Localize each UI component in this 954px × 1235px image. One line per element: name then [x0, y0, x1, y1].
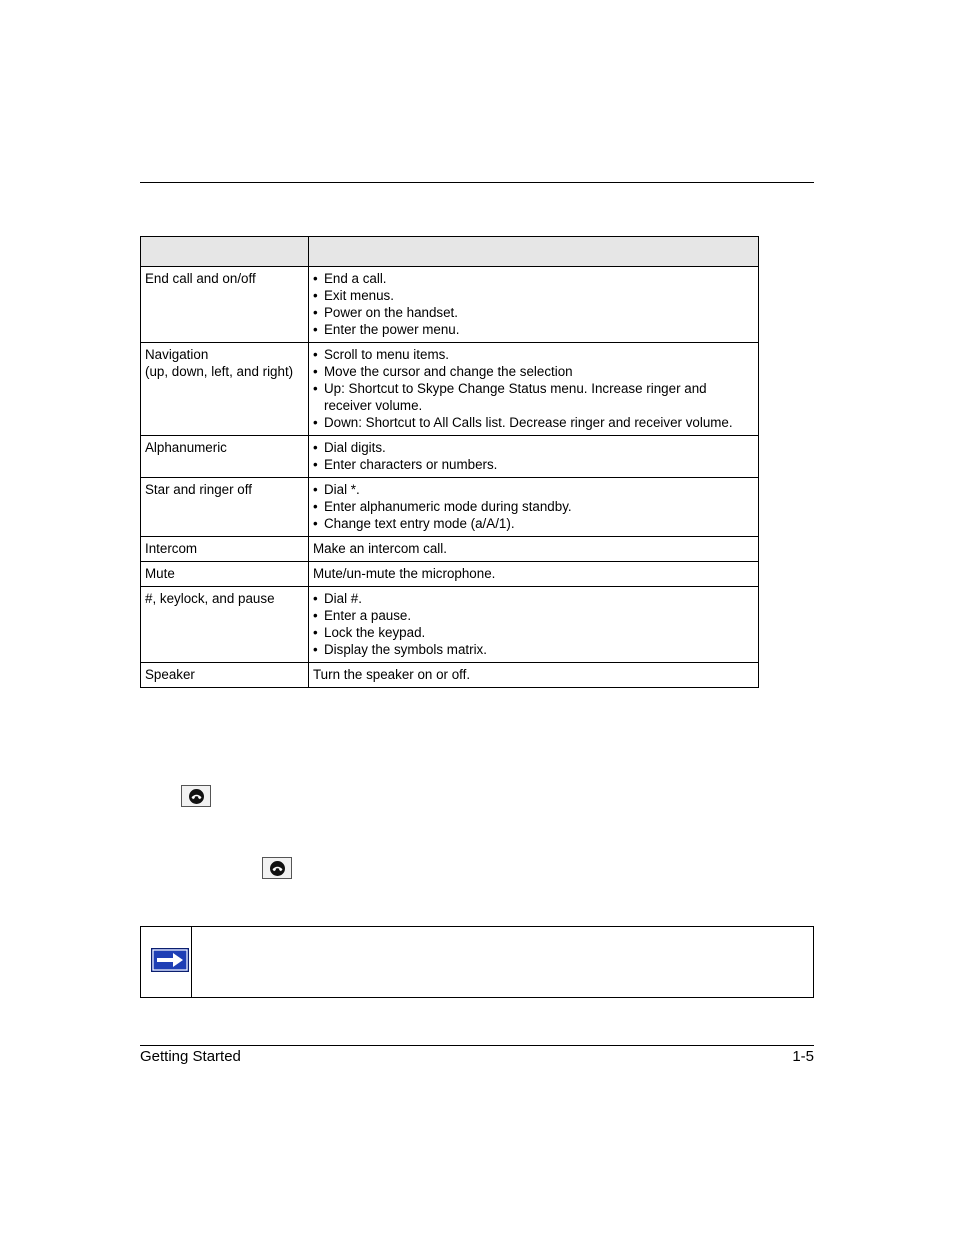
table-row [141, 587, 759, 663]
function-item: • Lock the keypad. [313, 624, 754, 641]
key-name [141, 343, 309, 436]
function-item: • Enter characters or numbers. [313, 456, 754, 473]
function-item: • Move the cursor and change the selection [313, 363, 754, 380]
table-header-row [141, 237, 759, 267]
function-item: • Dial #. [313, 590, 754, 607]
function-item: • Display the symbols matrix. [313, 641, 754, 658]
function-item: • Up: Shortcut to Skype Change Status menu. Increase ringer and receiver volume. [313, 380, 754, 414]
table-row [141, 537, 759, 562]
table-row [141, 343, 759, 436]
table-header-cell-function [309, 237, 759, 267]
function-item: • Enter alphanumeric mode during standby. [313, 498, 754, 515]
function-item: • Dial *. [313, 481, 754, 498]
key-function-text: Make an intercom call. [309, 537, 759, 562]
function-item: • Dial digits. [313, 439, 754, 456]
end-call-key-icon [181, 785, 211, 807]
function-item: • Down: Shortcut to All Calls list. Decrease ringer and receiver volume. [313, 414, 754, 431]
key-name: Mute [141, 562, 309, 587]
key-functions [309, 478, 759, 537]
handset-glyph-icon [270, 861, 285, 876]
function-item: • Power on the handset. [313, 304, 754, 321]
key-name: Alphanumeric [141, 436, 309, 478]
table-row [141, 478, 759, 537]
key-function-text: Mute/un-mute the microphone. [309, 562, 759, 587]
key-functions [309, 343, 759, 436]
key-functions [309, 587, 759, 663]
handset-keys-table [140, 236, 759, 688]
function-item: • Scroll to menu items. [313, 346, 754, 363]
key-name-sub: (up, down, left, and right) [145, 364, 294, 379]
function-item: • Exit menus. [313, 287, 754, 304]
table-row [141, 562, 759, 587]
key-functions [309, 436, 759, 478]
key-name: End call and on/off [141, 267, 309, 343]
key-name: #, keylock, and pause [141, 587, 309, 663]
key-name: Speaker [141, 663, 309, 688]
footer-section-title: Getting Started [140, 1048, 241, 1065]
note-box [140, 926, 814, 998]
function-item: • Enter a pause. [313, 607, 754, 624]
note-divider [191, 927, 192, 997]
key-name-main: Navigation [145, 347, 209, 362]
function-item: • End a call. [313, 270, 754, 287]
table-header-cell-key [141, 237, 309, 267]
footer-page-number: 1-5 [792, 1048, 814, 1065]
table-row [141, 267, 759, 343]
header-rule [140, 182, 814, 183]
function-item: • Enter the power menu. [313, 321, 754, 338]
end-call-key-icon [262, 857, 292, 879]
table-row [141, 663, 759, 688]
key-functions [309, 267, 759, 343]
handset-glyph-icon [189, 789, 204, 804]
footer-rule [140, 1045, 814, 1046]
key-name: Intercom [141, 537, 309, 562]
key-function-text: Turn the speaker on or off. [309, 663, 759, 688]
table-row [141, 436, 759, 478]
key-name: Star and ringer off [141, 478, 309, 537]
note-arrow-icon [151, 948, 189, 972]
function-item: • Change text entry mode (a/A/1). [313, 515, 754, 532]
